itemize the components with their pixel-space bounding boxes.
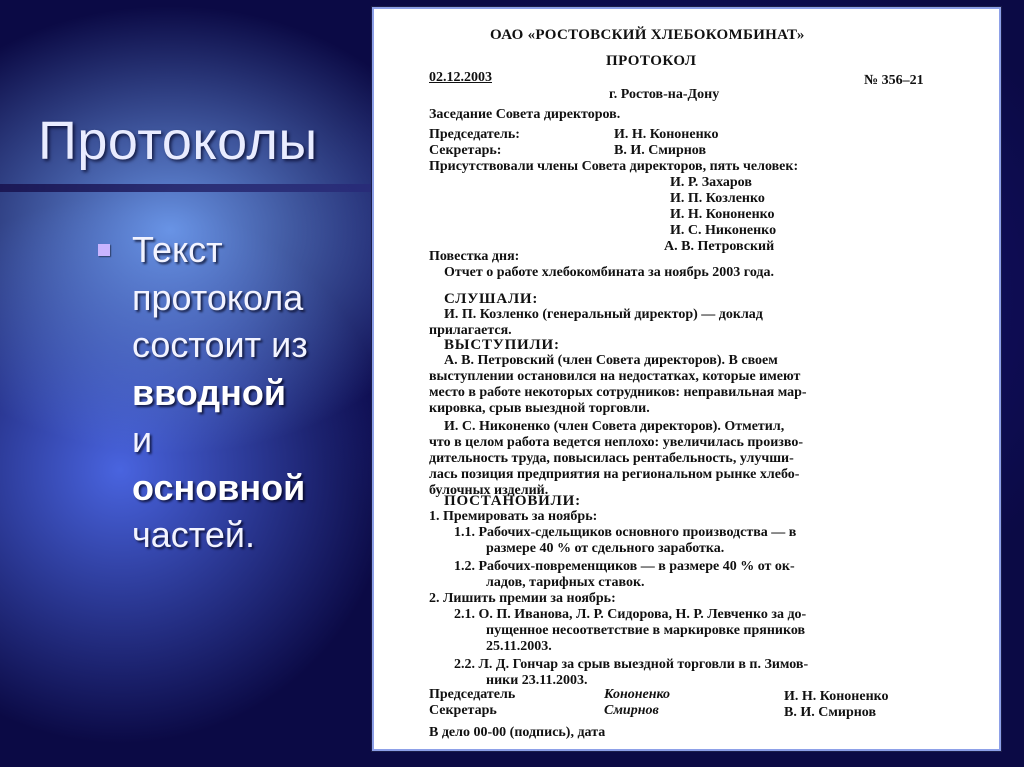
bullet-line: Текст: [132, 229, 223, 270]
doc-decision: 1. Премировать за ноябрь:: [429, 509, 598, 524]
doc-decision: 2.2. Л. Д. Гончар за срыв выездной торговли в п. Зимов-: [454, 657, 809, 672]
doc-heading: ПРОТОКОЛ: [606, 53, 697, 69]
doc-decision: 2.1. О. П. Иванова, Л. Р. Сидорова, Н. Р. Левченко за до-: [454, 607, 807, 622]
slide-title: Протоколы: [38, 111, 318, 171]
doc-agenda-item: Отчет о работе хлебокомбината за ноябрь 2003 года.: [444, 265, 774, 280]
doc-chair-label: Председатель:: [429, 127, 520, 142]
emphasis-main: основной: [132, 466, 306, 508]
doc-decision: пущенное несоответствие в маркировке пряников: [486, 623, 806, 638]
doc-meeting: Заседание Совета директоров.: [429, 107, 621, 122]
doc-decision: ладов, тарифных ставок.: [486, 575, 645, 590]
doc-spoke-label: ВЫСТУПИЛИ:: [444, 337, 560, 353]
protocol-document: [374, 9, 999, 749]
doc-spoke-line: выступлении остановился на недостатках, которые имеют: [429, 369, 801, 384]
doc-present: Присутствовали члены Совета директоров, пять человек:: [429, 159, 799, 174]
doc-sign-sec-label: Секретарь: [429, 703, 497, 718]
doc-spoke-line: кировка, срыв выездной торговли.: [429, 401, 650, 416]
doc-organization: ОАО «РОСТОВСКИЙ ХЛЕБОКОМБИНАТ»: [490, 27, 805, 43]
bullet-line: состоит из: [132, 324, 308, 365]
doc-spoke-line: лась позиция предприятия на региональном рынке хлебо-: [429, 467, 800, 482]
doc-decision: ники 23.11.2003.: [486, 673, 588, 688]
doc-spoke-line: место в работе некоторых сотрудников: неправильная мар-: [429, 385, 807, 400]
doc-agenda-label: Повестка дня:: [429, 249, 520, 264]
doc-decision: 1.1. Рабочих-сдельщиков основного производства — в: [454, 525, 797, 540]
doc-heard-line: прилагается.: [429, 323, 512, 338]
doc-spoke-line: булочных изделий.: [429, 483, 549, 498]
doc-number: № 356–21: [864, 73, 924, 88]
doc-spoke-line: А. В. Петровский (член Совета директоров). В своем: [444, 353, 778, 368]
doc-heard-line: И. П. Козленко (генеральный директор) — доклад: [444, 307, 763, 322]
doc-spoke-line: И. С. Никоненко (член Совета директоров). Отметил,: [444, 419, 785, 434]
doc-sign-sec-signature: Смирнов: [604, 703, 659, 718]
emphasis-intro: вводной: [132, 371, 287, 413]
doc-decided-label: ПОСТАНОВИЛИ:: [444, 493, 581, 509]
doc-decision: 25.11.2003.: [486, 639, 552, 654]
doc-footer: В дело 00-00 (подпись), дата: [429, 725, 606, 740]
doc-sign-chair-label: Председатель: [429, 687, 516, 702]
doc-member: И. Р. Захаров: [670, 175, 752, 190]
bullet-line: частей.: [132, 514, 255, 555]
doc-date: 02.12.2003: [429, 70, 492, 85]
doc-spoke-line: дительность труда, повысилась рентабельность, улучши-: [429, 451, 794, 466]
doc-secretary-name: В. И. Смирнов: [614, 143, 707, 158]
doc-decision: размере 40 % от сдельного заработка.: [486, 541, 725, 556]
doc-member: А. В. Петровский: [664, 239, 775, 254]
doc-decision: 2. Лишить премии за ноябрь:: [429, 591, 616, 606]
doc-sign-chair-signature: Кононенко: [604, 687, 671, 702]
bullet-line: и: [132, 419, 153, 460]
doc-sign-chair-name: И. Н. Кононенко: [784, 689, 889, 704]
doc-spoke-line: что в целом работа ведется неплохо: увеличилась произво-: [429, 435, 804, 450]
title-divider: [0, 184, 372, 192]
bullet-line: протокола: [132, 276, 304, 318]
doc-decision: 1.2. Рабочих-повременщиков — в размере 40 % от ок-: [454, 559, 795, 574]
doc-member: И. С. Никоненко: [670, 223, 777, 238]
doc-sign-sec-name: В. И. Смирнов: [784, 705, 877, 720]
doc-heard-label: СЛУШАЛИ:: [444, 291, 539, 307]
bullet-emphasis: [132, 369, 368, 417]
bullet-list: [98, 226, 368, 559]
doc-member: И. Н. Кононенко: [670, 207, 775, 222]
bullet-text: [132, 226, 368, 559]
bullet-square-icon: [98, 244, 110, 256]
bullet-emphasis: [132, 464, 368, 512]
doc-place: г. Ростов-на-Дону: [609, 87, 720, 102]
protocol-document-image: [372, 7, 1001, 751]
doc-member: И. П. Козленко: [670, 191, 765, 206]
doc-secretary-label: Секретарь:: [429, 143, 502, 158]
doc-chair-name: И. Н. Кононенко: [614, 127, 719, 142]
